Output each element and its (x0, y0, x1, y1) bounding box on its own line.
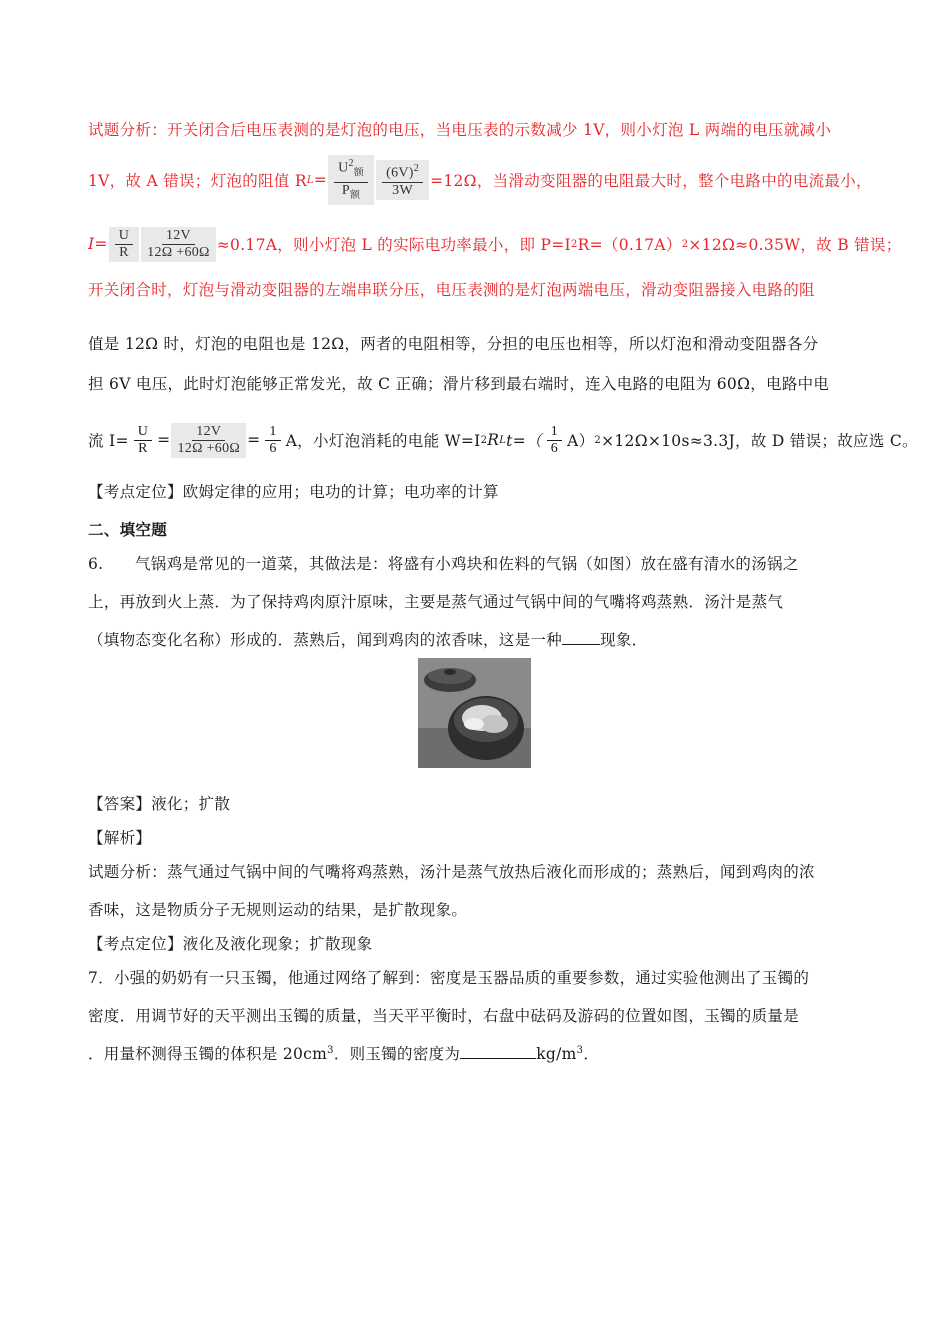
q7-line-3-text-b: ．则玉镯的密度为 (333, 1045, 461, 1063)
kaodian-prev: 【考点定位】欧姆定律的应用；电功的计算；电功率的计算 (88, 483, 499, 501)
fraction-u-over-r-2 (130, 423, 156, 458)
sup-2b: 2 (681, 238, 689, 250)
frac2-num-sup: 2 (413, 163, 420, 175)
frac1-den-sub: 额 (349, 189, 361, 201)
steam-pot-chicken-image (418, 658, 531, 768)
equals: = (313, 171, 328, 189)
frac3-den: R (119, 244, 129, 260)
fraction-u-over-r (109, 227, 139, 262)
subscript-l: L (306, 174, 314, 186)
sup-3b: 3 (576, 1044, 584, 1056)
frac2-den: 3W (392, 182, 413, 198)
q6-answer: 【答案】液化；扩散 (88, 795, 231, 813)
frac2-num: (6V) (386, 165, 414, 181)
frac1-num-sup: 2 (348, 158, 354, 170)
analysis-line-7-text-b: A，小灯泡消耗的电能 W=I (285, 432, 481, 450)
fraction-12v-over-r-total (141, 227, 216, 262)
analysis-line-7-text-d: t=（ (506, 432, 542, 450)
analysis-line-7-text-f: ×12Ω×10s≈3.3J，故 D 错误；故应选 C。 (601, 432, 918, 450)
analysis-line-3-text-d: ×12Ω≈0.35W，故 B 错误； (688, 236, 902, 254)
q7-density-blank[interactable] (460, 1058, 536, 1059)
frac8-num: 1 (547, 424, 562, 441)
analysis-line-4: 开关闭合时，灯泡与滑动变阻器的左端串联分压，电压表测的是灯泡两端电压，滑动变阻器接入电路的阻 (88, 281, 815, 299)
frac6-num: 12V (192, 424, 225, 441)
fraction-u2-over-p (328, 155, 374, 204)
analysis-line-3-text-c: R=（0.17A） (577, 236, 682, 254)
q7-line-3-text-d: ． (583, 1045, 600, 1063)
analysis-line-2-text-a: 1V，故 A 错误；灯泡的阻值 R (88, 172, 307, 190)
q6-line-3-text-a: （填物态变化名称）形成的．蒸熟后，闻到鸡肉的浓香味，这是一种 (88, 631, 563, 649)
q7-line-1: 7．小强的奶奶有一只玉镯，他通过网络了解到：密度是玉器品质的重要参数，通过实验他测出了玉镯的 (88, 969, 810, 987)
q6-jiexi: 【解析】 (88, 829, 152, 847)
frac1-den: P (341, 182, 350, 198)
fraction-1-over-6-b (543, 423, 566, 458)
frac6-den: 12Ω +60Ω (177, 440, 241, 456)
fraction-1-over-6 (261, 423, 284, 458)
analysis-line-3 (88, 224, 902, 264)
frac8-den: 6 (550, 440, 559, 456)
frac4-num: 12V (162, 228, 195, 245)
analysis-line-5: 值是 12Ω 时，灯泡的电阻也是 12Ω，两者的电阻相等，分担的电压也相等，所以灯泡和滑动变阻器各分 (88, 335, 819, 353)
equals-3: = (247, 431, 261, 449)
equals-2: = (157, 431, 171, 449)
q7-line-3 (88, 1042, 599, 1064)
frac1-num: U (338, 161, 349, 177)
analysis-line-3-text-b: ≈0.17A，则小灯泡 L 的实际电功率最小，即 P=I (216, 236, 571, 254)
q6-line-2: 上，再放到火上蒸．为了保持鸡肉原汁原味，主要是蒸气通过气锅中间的气嘴将鸡蒸熟．汤汁是蒸气 (88, 593, 784, 611)
steam-pot-illustration (418, 658, 531, 768)
frac5-num: U (134, 424, 152, 441)
sup-2: 2 (570, 238, 578, 250)
sup-2d: 2 (594, 434, 602, 446)
analysis-line-2 (88, 160, 872, 200)
analysis-line-6: 担 6V 电压，此时灯泡能够正常发光，故 C 正确；滑片移到最右端时，连入电路的电阻为 60Ω，电路中电 (88, 375, 830, 393)
frac5-den: R (138, 440, 148, 456)
frac4-den: 12Ω +60Ω (147, 244, 210, 260)
q7-line-2: 密度．用调节好的天平测出玉镯的质量，当天平平衡时，右盘中砝码及游码的位置如图，玉镯的质量是 (88, 1007, 800, 1025)
subscript-l-2: L (499, 434, 507, 446)
analysis-line-7-text-a: 流 I= (88, 432, 129, 450)
analysis-line-1: 试题分析：开关闭合后电压表测的是灯泡的电压，当电压表的示数减少 1V，则小灯泡 L 两端的电压就减小 (88, 121, 832, 139)
resistance-r: R (487, 431, 500, 449)
q6-line-1: 6. 气锅鸡是常见的一道菜，其做法是：将盛有小鸡块和佐料的气锅（如图）放在盛有清水的汤锅之 (88, 555, 799, 573)
q6-analysis-1: 试题分析：蒸气通过气锅中间的气嘴将鸡蒸熟，汤汁是蒸气放热后液化而形成的；蒸熟后，闻到鸡肉的浓 (88, 863, 815, 881)
q7-line-3-text-a: ．用量杯测得玉镯的体积是 20cm (88, 1045, 328, 1063)
q6-answer-blank[interactable] (562, 644, 600, 645)
q6-line-3-text-b: 现象． (600, 631, 648, 649)
analysis-line-7-text-e: A） (567, 432, 595, 450)
sup-2c: 2 (480, 434, 488, 446)
analysis-line-2-text-b: =12Ω，当滑动变阻器的电阻最大时，整个电路中的电流最小， (430, 172, 872, 190)
fraction-12v-over-72 (171, 423, 246, 458)
analysis-line-7 (88, 420, 918, 460)
frac7-den: 6 (269, 440, 277, 456)
q6-kaodian: 【考点定位】液化及液化现象；扩散现象 (88, 935, 373, 953)
q6-line-3 (88, 628, 647, 650)
section-title: 二、填空题 (88, 520, 168, 539)
current-i: I= (88, 235, 108, 253)
frac1-num-sub: 额 (353, 167, 365, 179)
frac7-num: 1 (265, 424, 280, 441)
sup-3: 3 (327, 1044, 334, 1056)
q7-line-3-text-c: kg/m (536, 1045, 577, 1063)
q6-analysis-2: 香味，这是物质分子无规则运动的结果，是扩散现象。 (88, 901, 468, 919)
fraction-6v2-over-3w (376, 160, 429, 200)
frac3-num: U (115, 228, 133, 245)
